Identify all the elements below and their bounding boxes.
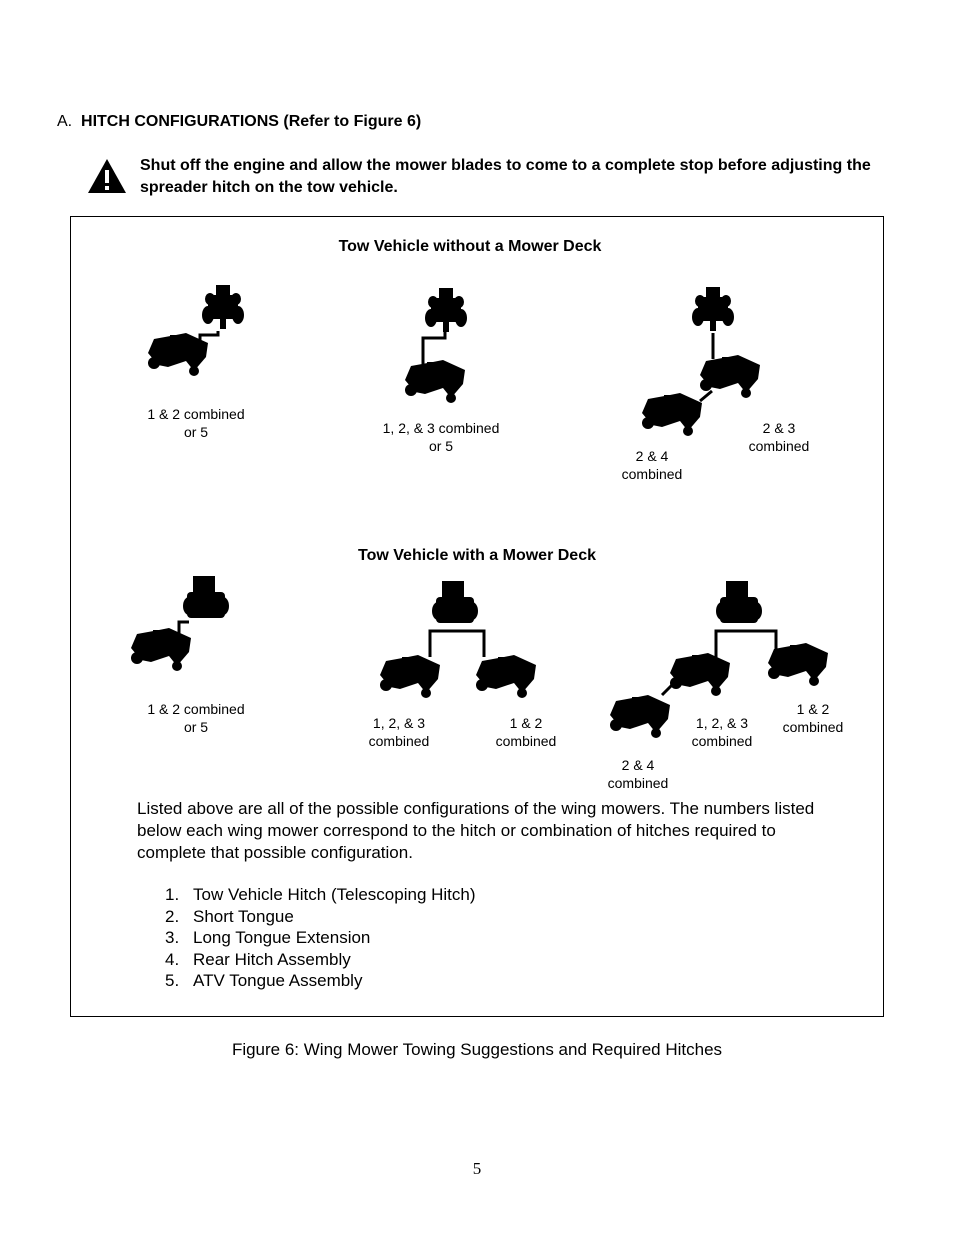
caption-without-4-line2: combined xyxy=(748,438,810,454)
page-number: 5 xyxy=(472,1159,482,1178)
caption-with-6-line2: combined xyxy=(607,775,669,791)
caption-with-5-line1: 1 & 2 xyxy=(796,701,830,717)
caption-with-5 xyxy=(761,700,865,736)
caption-without-2-line1: 1, 2, & 3 combined xyxy=(382,420,500,436)
caption-with-4-line1: 1, 2, & 3 xyxy=(695,715,749,731)
list-item-number: 1. xyxy=(165,885,180,904)
caption-with-3 xyxy=(474,714,578,750)
list-item-number: 2. xyxy=(165,906,180,926)
config-illustration-tractor-2 xyxy=(372,575,554,710)
caption-without-3-line2: combined xyxy=(621,466,683,482)
config-illustration-atv-2 xyxy=(405,288,467,403)
group-title-with-deck: Tow Vehicle with a Mower Deck xyxy=(358,547,596,564)
caption-with-4 xyxy=(670,714,774,750)
config-illustration-tractor-1 xyxy=(125,568,245,688)
figure-description: Listed above are all of the possible configurations of the wing mowers. The numbers listed below each wing mower correspond to the hitch or combination of hitches required to complete that possible configuration. xyxy=(137,799,815,862)
section-heading xyxy=(57,113,421,131)
hitch-list xyxy=(165,884,476,992)
caption-with-1-line1: 1 & 2 combined xyxy=(147,701,245,717)
caption-without-3 xyxy=(600,447,704,483)
caption-with-6-line1: 2 & 4 xyxy=(621,757,655,773)
caption-with-4-line2: combined xyxy=(691,733,753,749)
caption-with-1 xyxy=(120,700,272,736)
section-title: HITCH CONFIGURATIONS (Refer to Figure 6) xyxy=(81,113,422,130)
caption-with-1-line2: or 5 xyxy=(183,719,209,735)
config-illustration-atv-1 xyxy=(140,283,250,393)
group-title-without-deck: Tow Vehicle without a Mower Deck xyxy=(338,238,602,255)
caption-with-6 xyxy=(586,756,690,792)
caption-with-3-line2: combined xyxy=(495,733,557,749)
list-item-number: 4. xyxy=(165,949,180,969)
figure-caption: Figure 6: Wing Mower Towing Suggestions and Required Hitches xyxy=(231,1040,723,1059)
list-item-label: Tow Vehicle Hitch (Telescoping Hitch) xyxy=(193,885,476,904)
caption-without-4-line1: 2 & 3 xyxy=(762,420,796,436)
list-item xyxy=(165,906,476,928)
list-item-label: Long Tongue Extension xyxy=(193,928,371,948)
caption-without-4 xyxy=(727,419,831,455)
caption-with-5-line2: combined xyxy=(782,719,844,735)
list-item-label: Short Tongue xyxy=(193,906,294,926)
warning-text: Shut off the engine and allow the mower blades to come to a complete stop before adjusting the spreader hitch on the tow vehicle. xyxy=(140,157,871,196)
list-item-label: ATV Tongue Assembly xyxy=(193,971,363,991)
caption-without-2 xyxy=(365,419,517,455)
caption-without-3-line1: 2 & 4 xyxy=(635,448,669,464)
list-item-label: Rear Hitch Assembly xyxy=(193,949,351,969)
section-letter: A. xyxy=(57,113,73,130)
list-item xyxy=(165,884,476,906)
caption-with-3-line1: 1 & 2 xyxy=(509,715,543,731)
caption-without-1-line1: 1 & 2 combined xyxy=(147,406,245,422)
caption-with-2 xyxy=(347,714,451,750)
caption-with-2-line2: combined xyxy=(368,733,430,749)
list-item xyxy=(165,927,476,949)
list-item xyxy=(165,970,476,992)
list-item xyxy=(165,949,476,971)
caption-without-1 xyxy=(120,405,272,441)
caption-with-2-line1: 1, 2, & 3 xyxy=(372,715,426,731)
caption-without-2-line2: or 5 xyxy=(428,438,454,454)
list-item-number: 5. xyxy=(165,971,180,991)
list-item-number: 3. xyxy=(165,928,180,948)
warning-triangle-icon xyxy=(86,157,128,195)
caption-without-1-line2: or 5 xyxy=(183,424,209,440)
